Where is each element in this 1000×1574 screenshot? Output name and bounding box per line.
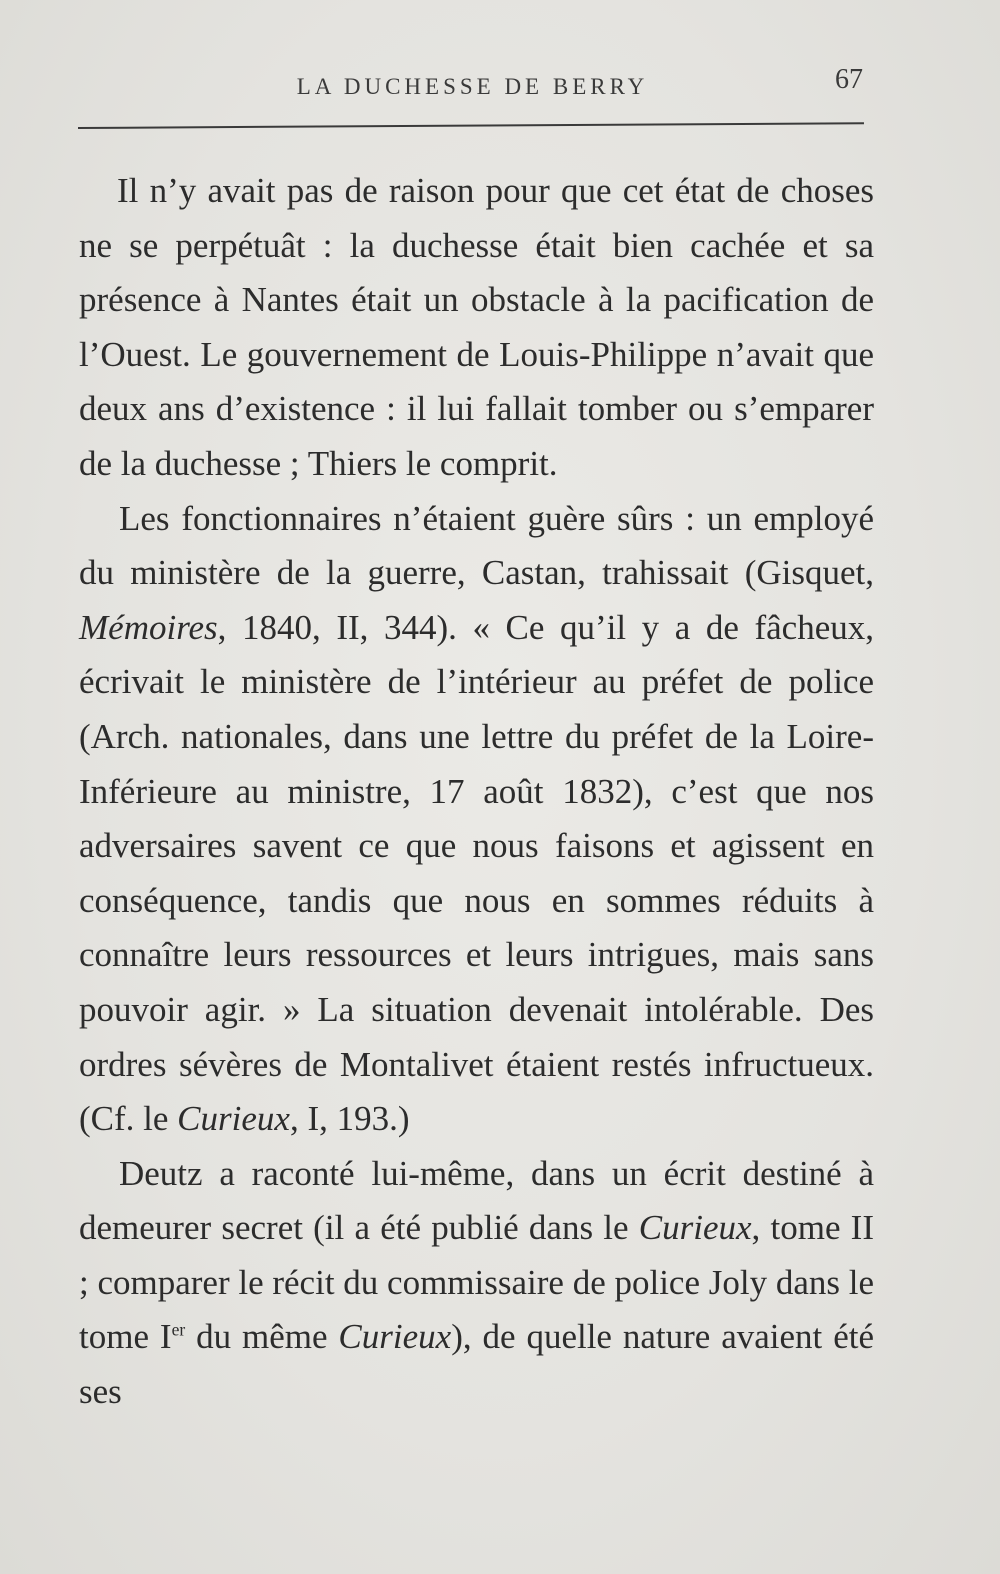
header-rule xyxy=(78,122,864,129)
text-segment: Il n’y avait pas de raison pour que cet état de choses ne se perpétuât : la duchesse était bien cachée et sa présence à Nantes était un obstacle à la pacification de l’Ouest. Le gouvernement de Louis-Philippe n’avait que deux ans d’existence : il lui fallait tomber ou s’emparer de la duchesse ; Thiers le comprit. xyxy=(79,171,874,483)
paragraph-1 xyxy=(79,164,874,492)
text-segment: du même xyxy=(185,1317,339,1357)
paragraph-2 xyxy=(79,492,874,1147)
page-number: 67 xyxy=(835,64,863,95)
body-text xyxy=(79,164,874,1420)
text-segment: , I, 193.) xyxy=(289,1099,410,1139)
running-title: LA DUCHESSE DE BERRY xyxy=(296,74,649,99)
text-segment: , tome II ; comparer le récit du commissaire de police Joly dans le tome I xyxy=(79,1208,875,1357)
paragraph-3 xyxy=(79,1147,874,1420)
italic-title-curieux: Curieux xyxy=(338,1317,452,1357)
text-segment: , 1840, II, 344). « Ce qu’il y a de fâcheux, écrivait le ministère de l’intérieur au préfet de police (Arch. nationales, dans une lettre du préfet de la Loire-Inférieure au ministre, 17 août 1832), c’est que nos adversaires savent ce que nous faisons et agissent en conséquence, tandis que nous en sommes réduits à connaître leurs ressources et leurs intrigues, mais sans pouvoir agir. » La situation devenait intolérable. Des ordres sévères de Montalivet étaient restés infructueux. (Cf. le xyxy=(79,607,874,1139)
running-head xyxy=(80,64,865,108)
italic-title-curieux: Curieux xyxy=(177,1099,290,1139)
italic-title-curieux: Curieux xyxy=(638,1208,752,1248)
text-segment: ), de quelle nature avaient été ses xyxy=(79,1317,874,1412)
italic-title-memoires: Mémoires xyxy=(79,607,218,647)
superscript-er: er xyxy=(171,1319,186,1340)
text-segment: Deutz a raconté lui-même, dans un écrit destiné à demeurer secret (il a été publié dans le xyxy=(79,1153,874,1248)
text-segment: Les fonctionnaires n’étaient guère sûrs : un employé du ministère de la guerre, Castan, trahissait (Gisquet, xyxy=(79,498,874,593)
